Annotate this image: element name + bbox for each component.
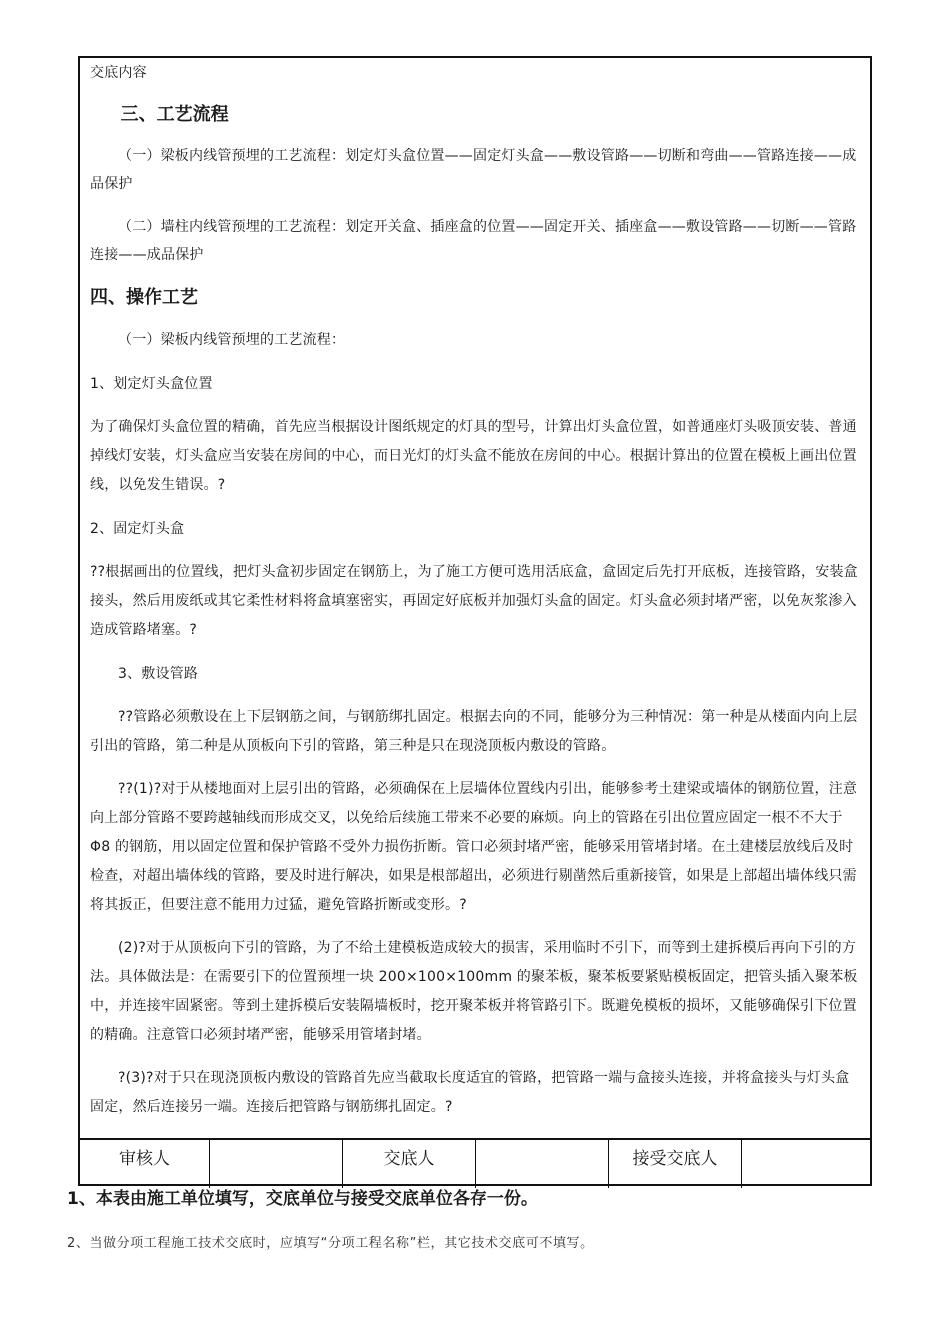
section3-paragraph-1: （一）梁板内线管预埋的工艺流程：划定灯头盒位置——固定灯头盒——敷设管路——切断和弯曲——管路连接——成品保护 <box>90 148 857 192</box>
section3-paragraph-2: （二）墙柱内线管预埋的工艺流程：划定开关盒、插座盒的位置——固定开关、插座盒——敷设管路——切断——管路连接——成品保护 <box>90 219 857 263</box>
receiver-label: 接受交底人 <box>609 1140 742 1188</box>
receiver-field[interactable] <box>742 1140 870 1188</box>
section4-subheading: （一）梁板内线管预埋的工艺流程： <box>118 332 346 348</box>
discloser-field[interactable] <box>476 1140 609 1188</box>
item3-title: 3、敷设管路 <box>118 666 199 682</box>
disclosure-content <box>90 58 860 1122</box>
footnote-2: 2、当做分项工程施工技术交底时，应填写“分项工程名称”栏，其它技术交底可不填写。 <box>67 1236 594 1251</box>
signature-row <box>80 1138 870 1188</box>
item3-text: ??管路必须敷设在上下层钢筋之间，与钢筋绑扎固定。根据去向的不同，能够分为三种情况：第一种是从楼面内向上层引出的管路，第二种是从顶板向下引的管路，第三种是只在现浇顶板内敷设的管路。 <box>90 709 858 754</box>
section4-title: 四、操作工艺 <box>90 287 198 308</box>
footnote-1: 1、本表由施工单位填写，交底单位与接受交底单位各存一份。 <box>67 1189 538 1209</box>
reviewer-field[interactable] <box>210 1140 343 1188</box>
item3-paragraph-3: ?(3)?对于只在现浇顶板内敷设的管路首先应当截取长度适宜的管路，把管路一端与盒接头连接，并将盒接头与灯头盒固定，然后连接另一端。连接后把管路与钢筋绑扎固定。? <box>90 1070 850 1115</box>
item1-title: 1、划定灯头盒位置 <box>90 376 213 392</box>
reviewer-label: 审核人 <box>80 1140 210 1188</box>
disclosure-form <box>78 56 872 1186</box>
discloser-label: 交底人 <box>343 1140 476 1188</box>
item1-text: 为了确保灯头盒位置的精确，首先应当根据设计图纸规定的灯具的型号，计算出灯头盒位置，如普通座灯头吸顶安装、普通掉线灯安装，灯头盒应当安装在房间的中心，而日光灯的灯头盒不能放在房间的中心。根据计算出的位置在模板上画出位置线，以免发生错误。? <box>90 419 857 493</box>
section3-title: 三、工艺流程 <box>120 104 229 125</box>
section-label: 交底内容 <box>90 65 147 81</box>
item2-text: ??根据画出的位置线，把灯头盒初步固定在钢筋上，为了施工方便可选用活底盒，盒固定后先打开底板，连接管路，安装盒接头，然后用废纸或其它柔性材料将盒填塞密实，再固定好底板并加强灯头盒的固定。灯头盒必须封堵严密，以免灰浆渗入造成管路堵塞。? <box>90 564 858 638</box>
item3-paragraph-2: (2)?对于从顶板向下引的管路，为了不给土建模板造成较大的损害，采用临时不引下，而等到土建拆模后再向下引的方法。具体做法是：在需要引下的位置预埋一块 200×100×100mm 的聚苯板，聚苯板要紧贴模板固定，把管头插入聚苯板中，并连接牢固紧密。等到土建拆模后安装隔墙板时，挖开聚苯板并将管路引下。既避免模板的损坏，又能够确保引下位置的精确。注意管口必须封堵严密，能够采用管堵封堵。 <box>90 940 858 1043</box>
item3-paragraph-1: ??(1)?对于从楼地面对上层引出的管路，必须确保在上层墙体位置线内引出，能够参考土建梁或墙体的钢筋位置，注意向上部分管路不要跨越轴线而形成交叉，以免给后续施工带来不必要的麻烦。向上的管路在引出位置应固定一根不不大于 Φ8 的钢筋，用以固定位置和保护管路不受外力损伤折断。管口必须封堵严密，能够采用管堵封堵。在土建楼层放线后及时检查，对超出墙体线的管路，要及时进行解决，如果是根部超出，必须进行剔凿然后重新接管，如果是上部超出墙体线只需将其扳正，但要注意不能用力过猛，避免管路折断或变形。? <box>90 781 858 913</box>
item2-title: 2、固定灯头盒 <box>90 521 185 537</box>
